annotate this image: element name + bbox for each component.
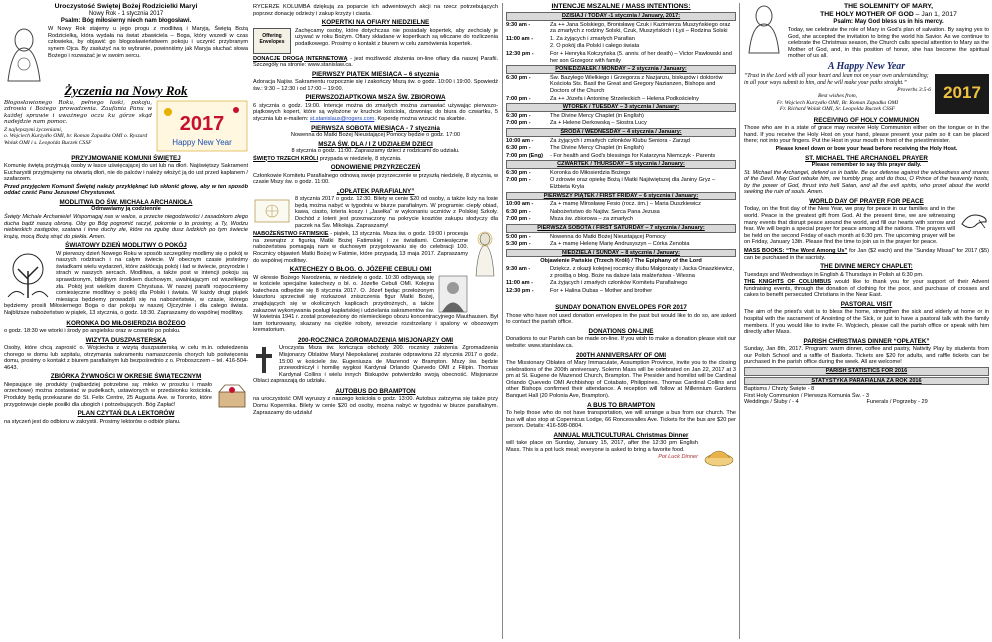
email-link[interactable]: st.stanislaus@rogers.com	[309, 116, 375, 123]
pastoral-text: The aim of the priest's visit is to bless the home, strengthen the sick and elderly at home or in hospital with the sacrament of Anointing of the Sick, or just to have a pastoral talk with the family members. If you would like to invite Fr. Wojciech, please call the parish office or speak with him directly after Mass.	[744, 309, 989, 336]
mass-row	[506, 209, 736, 216]
peace-tree-icon	[4, 251, 52, 299]
heading-katechezy: KATECHEZY O BŁOG. O. JÓZEFIE CEBULI OMI	[289, 266, 432, 274]
heading-pastoral: PASTORAL VISIT	[840, 301, 893, 309]
heading-fatima: NABOŻEŃSTWO FATIMSKIE	[253, 231, 329, 238]
mass-row	[506, 266, 736, 279]
receiving-bold: Please kneel down or bow your head before receiving the Holy Host.	[775, 146, 958, 153]
day-header: PONIEDZIAŁEK / MONDAY – 2 stycznia / January:	[506, 65, 736, 74]
mass-row	[506, 153, 736, 160]
day-subtitle: Objawienie Pańskie (Trzech Króli) / The Epiphany of the Lord	[540, 258, 702, 265]
200-rocznica-text: Uroczysta Msza św. kończąca obchody 200. rocznicy założenia Zgromadzenia Misjonarzy Oblatów Maryi Niepokalanej zostanie odprawiona 22 stycznia 2017 o godz. 15:00 w kościele św. Eugeniusza de Mazenod w Brampton. Mszy św. będzie przewodniczył i homilię wygłosi Kardynał Orlando Quevedo OMI z Filipin. Thomas Kardynał Collins i wielu innych Biskupów potwierdziło swoją obecność. Misjonarze Oblaci zapraszają do udziału.	[253, 345, 498, 385]
michael-sub: Please remember to say this prayer daily.	[811, 162, 922, 169]
mass-time: 7:00 pm -	[506, 177, 531, 184]
mass-time: 6:30 pm -	[506, 169, 531, 176]
bus-text: To help those who do not have transportation, we will arrange a bus from our church. The bus will also stop at Copernicus Lodge, 66 Roncesvalles Ave. Tickets for the bus are $20 per person. Details: 416-598-0804.	[506, 410, 736, 430]
fatima-statue-image	[472, 231, 498, 277]
heading-donations-online: DONATIONS ON-LINE	[588, 328, 654, 335]
day-header: CZWARTEK / THURSDAY – 5 stycznia / January:	[506, 160, 736, 169]
day-header: NIEDZIELA / SUNDAY – 8 stycznia / January:	[506, 249, 736, 258]
knights-text: would like to thank you for your support of their Advent fundraising events, through the donation of clothing for the poor, and purchase of crosses and cakes to benefit persecuted Christians in the Near East.	[744, 279, 989, 299]
heading-sobota: PIERWSZA SOBOTA MIESIĄCA - 7 stycznia	[311, 124, 440, 132]
heading-wizyta: WIZYTA DUSZPASTERSKA	[85, 336, 167, 344]
happy-new-year-title: A Happy New Year	[827, 61, 906, 73]
english-psalm: Psalm: May God bless us in his mercy.	[833, 19, 944, 26]
mass-time	[506, 43, 550, 50]
heading-parish-dinner: PARISH CHRISTMAS DINNER “OPŁATEK”	[803, 337, 930, 345]
heading-omi-anniversary: 200TH ANNIVERSARY OF OMI	[575, 351, 667, 359]
stat-first-communion: First Holy Communion / Pierwsza Komunia Św. - 3	[744, 392, 869, 399]
mass-time: 6:30 pm -	[506, 74, 531, 81]
mass-intention: 2. O pokój dla Polski i całego świata	[550, 43, 640, 50]
english-intro: Today, we celebrate the role of Mary in God's plan of salvation. By saying yes to God, she accepted the invitation to bring the world his Savior. As we continue to celebrate the Christmas season, the Church calls special attention to Mary as the Mother of God, and, in this position of honor, she has become the spiritual mother of us all.	[788, 27, 989, 60]
mass-intention: O zdrowie oraz opiekę Bożą i Matki Najświętszej dla Janiny Gryz – Elżbieta Kryla	[550, 177, 716, 191]
english-title-2: THE HOLY MOTHER OF GOD	[820, 11, 914, 19]
statistics-list	[744, 386, 989, 406]
fatima-text: - piątek, 13 stycznia. Msza św. o godz. 19:00 i procesja na zewnątrz z figurką Matki Bożej Fatimskiej i ze światłami. Comiesięczne nabożeństwa pomagają nam w duchowym przygotowaniu się do celebracji 100. Rocznicy objawień Matki Bożej w Fatimie, które przypadą 13 maja 2017. Zapraszamy do wspólnej modlitwy.	[253, 231, 468, 264]
heading-knights: THE KNIGHTS OF COLUMBUS	[744, 279, 832, 286]
heading-michal: MODLITWA DO ŚW. MICHAŁA ARCHANIOŁA	[59, 198, 193, 206]
receiving-text: Those who are in a state of grace may receive Holy Communion either on the tongue or in the hand. If you receive the Holy Host on your hand, please present your palm so it can be placed there; not into your fingers. Put the Host in your mouth in front of the priest/minister.	[744, 125, 989, 145]
mass-intention: Za żyjących i zmarłych członków Komitetu Parafialnego	[550, 280, 688, 287]
mass-time: 7:00 pm -	[506, 216, 531, 223]
trzech-kroli-text: przypada w niedzielę, 8 stycznia.	[319, 155, 402, 162]
page-title: Uroczystość Świętej Bożej Rodzicielki Maryi	[54, 3, 198, 10]
mass-row	[506, 280, 736, 287]
intro-text: W Nowy Rok stajemy u jego progu z modlitwą i Maryją, Świętą Bożą Rodzicielką, która wydała na świat zbawiciela – Boga, który wszedł w czas człowieka, by objawić go błogosławieństwem pokoju i uczynić przybranym synem Ojca. By zasłużyć na to wybranie, powinniśmy jak Maryja słuchać słowa Bożego i rozważać je w swoim sercu.	[48, 26, 248, 59]
pot-luck-icon	[702, 440, 736, 468]
heading-michael: ST. MICHAEL THE ARCHANGEL PRAYER	[805, 154, 928, 162]
mass-row	[506, 36, 736, 43]
mass-intention: Za + mamę Helenę Marię Andrusyszyn – Córka Zenobia	[550, 241, 690, 248]
mass-time: 7:00 pm -	[506, 120, 531, 127]
english-column	[744, 3, 989, 639]
mass-row	[506, 288, 736, 295]
mass-time: 9:30 am -	[506, 21, 531, 28]
mass-intention: Nabożeństwo do Najśw. Serca Pana Jezusa	[550, 208, 660, 215]
koronka-text: o godz. 18:30 we wtorki i środy po angielsku oraz w czwartki po polsku.	[4, 328, 181, 335]
mass-row	[506, 138, 736, 145]
mass-intention: Za ++ Jana Solskiego, Bronisławę Czuk i Kazimierza Muszyńskiego oraz za zmarłych z rodziny Solski, Czuk, Muszyńskich i Łyś – Rodzina Solski	[550, 21, 731, 35]
pot-luck-label: Pot Luck Dinner	[658, 454, 698, 461]
parish-dinner-text: Sunday, Jan 8th, 2017. Program: warm dinner, coffee and pastry, Nativity Play by students from our Polish School and a raffle of Baskets. Tickets are $20 for adults, and raffle tickets can be purchased in the parish office during the week. All are welcome!	[744, 346, 989, 366]
mass-row	[506, 216, 736, 223]
stat-weddings: Weddings / Śluby / - 4	[744, 399, 799, 406]
heading-komunia: PRZYJMOWANIE KOMUNII ŚWIĘTEJ	[71, 154, 181, 162]
mass-time: 7:00 pm -	[506, 95, 531, 102]
2017-badge: 2017	[935, 74, 989, 114]
pokoj-text: W pierwszy dzień Nowego Roku w sposób szczególny modlimy się o pokój w naszych rodzinach i na całym świecie. W obecnym czasie jesteśmy świadkami wielu wydarzeń, które zakłócają pokój i ład w świecie, przyrodzie i strach w naszych sercach. Modlitwa, a także post w intencji pokoju są sprawdzonym, biblijnym środkiem duchowym, uwalniającym od wszelkiego zła. Pokój jest wielkim darem Chrystusa. W naszej parafii rozpoczniemy comiesięczne modlitwy o pokój dla Polski i świata. W każdy drugi piątek miesiąca będziemy prowadzili się na nabożeństwie, w czasie, którego będziemy prosili Miłosiernego Boga o dar pokoju w naszej Ojczyźnie i dla całego świata. Najbliższe nabożeństwo w piątek, 13 stycznia, o godz. 18:30. Zapraszamy do wspólnej modlitwy.	[4, 250, 248, 317]
rycerze-text: RYCERZE KOLUMBA dziękują za poparcie ich adwentowych akcji na rzecz potrzebujących poprzez donację odzieży i zakup krzyży i ciasta.	[253, 4, 498, 17]
zbiorowa-end: . Koperdę można wrzucić na skarbie.	[374, 116, 467, 123]
oplatek-text: 8 stycznia 2017 o godz. 12:30. Bilety w cenie $20 od osoby, a także loży na losie będą można nabyć w tygodniu w biurze parafialnym. W programie: ciepły obiad, kawa, ciasto, loteria koszy i „Jasełka” w wykonaniu uczniów z Polskiej Szkoły. Dochód z loterii jest przeznaczony na pokrycie kosztów zakupu słodyczy dla paczek na Św. Mikołaja. Zapraszamy!	[295, 196, 498, 229]
dla-dzieci-text: 8 stycznia o godz. 11:00. Zapraszamy dzieci z rodzicami do udziału.	[291, 148, 460, 155]
offering-envelopes-icon: Offering Envelopes	[253, 28, 291, 54]
zbiorowa-text: 6 stycznia o godz. 19:00. Intencje można do zmarłych można zamawiać używając pierwszo-piątkowych kopert, które są wyłożone w kruchcie kościoła, dzwoniąc do biura do czwartku, 5 stycznia lub e-mailem:	[253, 102, 498, 123]
chaplet-text: Tuesdays and Wednesdays in English & Thursdays in Polish at 6:30 pm.	[744, 271, 924, 278]
day-header: PIERWSZA SOBOTA / FIRST SATURDAY – 7 stycznia / January:	[506, 224, 736, 233]
heading-oplatek: „OPŁATEK PARAFIALNY”	[336, 187, 415, 195]
odnowienie-text: Członkowie Komitetu Parafialnego odnową swoje przyrzeczenie w przyszłą niedzielę, 8 stycznia, w czasie Mszy św. o godz. 11:00.	[253, 172, 498, 186]
heading-chaplet: THE DIVINE MERCY CHAPLET:	[820, 263, 913, 271]
stat-baptisms: Baptisms / Chrzty Święte - 8	[744, 386, 815, 393]
heading-pokoj: ŚWIATOWY DZIEŃ MODLITWY O POKÓJ	[65, 242, 187, 250]
online-text: - jest możliwość złożenia on-line ofiary dla naszej Parafii. Szczegóły na stronie: www.stanislaw.ca.	[253, 55, 498, 69]
english-title-date: – Jan 1, 2017	[915, 11, 957, 19]
mass-intention: Św. Bazylego Wielkiego i Grzegorza z Nazjanzu, biskupów i doktorów Kościoła Sts. Basil the Great and Gregory Nazianzen, Bishops and Doctors of the Church	[550, 74, 723, 94]
mass-row	[506, 177, 736, 190]
heading-koronka: KORONKA DO MIŁOSIERDZIA BOŻEGO	[66, 319, 186, 327]
mass-time: 6:30 pm -	[506, 208, 531, 215]
mass-row	[506, 75, 736, 95]
polish-column-2	[253, 3, 498, 639]
heading-piatek: PIERWSZY PIĄTEK MIESIĄCA – 6 stycznia	[312, 70, 439, 78]
mass-row	[506, 201, 736, 208]
mass-intention: Msza św. zbiorowa – za zmarłych	[550, 216, 633, 223]
mass-row	[506, 43, 736, 50]
donations-online-text: Donations to our Parish can be made on-line. If you wish to make a donation please visit our website: www.stanislaw.ca.	[506, 336, 736, 350]
heading-koperty: KOPERTKI NA OFIARY NIEDZIELNE	[321, 19, 430, 27]
svg-text:2017: 2017	[179, 112, 225, 135]
mass-row	[506, 22, 736, 35]
omi-cross-icon	[253, 345, 275, 375]
mass-row	[506, 234, 736, 241]
sobota-text: Nowenna do Matki Bożej Nieustającej Pomocy będzie o godz. 17:00	[290, 132, 461, 139]
madonna-image	[4, 26, 44, 82]
mass-intention: Za + mamę Mirosławę Fesio (rocz. śm.) – Maria Duszkiewicz	[550, 201, 701, 208]
heading-trzech-kroli: ŚWIĘTO TRZECH KRÓLI	[253, 155, 319, 162]
zbiorka-text: Niepsujące się produkty (najbardziej potrzebne są: mleko w proszku i masło orzechowe) można zostawiać w pudełkach, ustawionych w przedsionku kościoła. Produkty będą przekazane do St. Felix Centre, 25 Augusta Ave. w Toronto, które przygotowuje ciepłe posiłki dla ubogich i potrzebujących. Bóg Zapłać!	[4, 381, 212, 408]
omi-anniversary-text: The Missionary Oblates of Mary Immaculate, Assumption Province, invite you to the closing celebrations of the 200th anniversary. Solemn Mass will be celebrated on Jan 22, 2017 at 3 pm at St. Eugene de Mazenod Church, Brampton. The Presider and homilist will be Cardinal Orlando Quevedo OMI Archbishop of Cotabato, Philippines. Thomas Cardinal Collins and other Bishops confirmed their attendance. A reception will follow at Millennium Gardens Banquet Hall (20 Polonia Ave, Brampton).	[506, 360, 736, 399]
heading-zbiorka: ZBIÓRKA ŻYWNOŚCI W OKRESIE ŚWIĄTECZNYM	[50, 373, 202, 381]
signature-line-2: Fr. Richard Wolak OMI, Sr. Leopolda Buczek CSSF	[779, 106, 896, 113]
wishes-title: Życzenia na Nowy Rok	[64, 83, 188, 99]
day-header: DZISIAJ / TODAY -1 stycznia / January, 2017:	[506, 12, 736, 21]
mass-time: 10:00 am -	[506, 137, 534, 144]
english-title-1: THE SOLEMNITY OF MARY,	[843, 3, 934, 10]
heading-autobus: AUTOBUS DO BRAMPTON	[335, 387, 416, 395]
mass-intention: The Divine Mercy Chaplet (in English)	[550, 145, 644, 152]
dove-icon	[959, 206, 989, 236]
heading-envelopes: SUNDAY DONATION ENVELOPES FOR 2017	[555, 304, 687, 312]
date: Nowy Rok - 1 stycznia 2017	[88, 11, 164, 18]
mass-row	[506, 113, 736, 120]
mass-intention: Dziękcz. z okazji kolejnej rocznicy ślubu Małgorzaty i Jacka Onaszkiewicz, z prośbą o błog. Boże na dalsze lata małżeństwa - Wiesna	[550, 266, 735, 279]
lektor-text: na styczeń jest do odbioru w zakrystii. Prosimy lektorów o odbiór planu.	[4, 418, 181, 425]
mass-time: 11:00 am -	[506, 35, 534, 42]
peace-text: Today, on the first day of the New Year, we pray for peace in our families and in the world. Peace is the greatest gift from God. At the present time, we are witnessing many events that disrupt peace around the world, and fill our hearts with sorrow and fear. We will begin a special prayer for peace among all the nations. The prayers will be held on the second Friday of each month at 6:30 pm. The upcoming prayer will be on Friday, January 13th. Please find the time to join us in the prayer for peace.	[744, 206, 955, 246]
mass-row	[506, 241, 736, 248]
mass-time: 6:30 pm -	[506, 145, 531, 152]
wizyta-text: Osoby, które chcą zaprosić o. Wojciecha z wizytą duszpasterską w celu m.in. odwiedzenia chorego w domu lub szpitalu, otrzymania sakramentu namaszczenia chorych lub poświęcenia domu, prosimy o kontakt z biurem parafialnym lub bezpośrednio z o. Proboszczem – tel. 416-504-4643.	[4, 345, 248, 371]
heading-dinner: ANNUAL MULTICULTURAL Christmas Dinner	[553, 431, 689, 439]
proverb-ref: Proverbs 3:5-6	[897, 86, 931, 93]
oplatek-wafer-icon	[253, 196, 291, 226]
mass-intentions-column	[502, 3, 740, 639]
piatek-text: Adoracja Najśw. Sakramentu rozpocznie się i zakończy Mszą św. o godz. 10:00 i 19:00. Spowiedź św.: 9:30 – 12:30 i od 17:00 – 19:00.	[253, 79, 498, 92]
wishes-text: Błogosławionego Roku, pełnego łaski, pokoju, zdrowia i Bożego prowadzenia. Zaufania Panu w każdej sprawie i uważnego oczu ku górze skąd nadejdzie nam pomoc.	[4, 99, 152, 126]
mass-time: 10:00 am -	[506, 201, 534, 208]
psalm: Psalm: Bóg miłosierny niech nam błogosławi.	[60, 18, 192, 25]
mass-time: 6:30 pm -	[506, 112, 531, 119]
michael-prayer: St. Michael the Archangel, defend us in battle. Be our defense against the wickedness and snares of the Devil. May God rebuke him, we humbly pray, and do thou, O Prince of the heavenly hosts, by the power of God, thrust into hell Satan, and all the evil spirits, who prowl about the world seeking the ruin of souls. Amen.	[744, 169, 989, 196]
heading-statistics-en: PARISH STATISTICS FOR 2016	[744, 367, 989, 376]
heading-bus: A BUS TO BRAMPTON	[587, 401, 655, 409]
food-box-icon	[216, 382, 248, 408]
koperty-text: Zachęcamy osoby, które dotychczas nie posiadały kopertek, aby zechciały je używać w roku Bożym. Ofiary składane w kopertkach są wliczane do rozliczenia podatkowego. Prosimy o kontakt z biurem w celu zamówienia kopertek.	[295, 27, 498, 47]
mass-row	[506, 96, 736, 103]
mass-books-text: for Jan ($2 each) and the “Sunday Missal” for 2017 ($5) can be purchased in the sacristy.	[744, 248, 989, 261]
signature-line-1: Fr. Wojciech Kurzydło OMI, Br. Roman Zapadka OMI	[776, 99, 899, 106]
komunia-text: Komunię świętą przyjmują osoby w łasce uświęcającej do ust lub na dłoń. Najświętszy Sakrament Eucharystii przyjmujemy na otwartą dłoń, nie do palców i należy włożyć ją do ust przed kapłanem / szafarzem.	[4, 162, 248, 183]
michal-sub: Odmawiamy ją codziennie	[91, 206, 161, 213]
heading-peace: WORLD DAY OF PRAYER FOR PEACE	[809, 198, 924, 206]
mass-time: 9:30 am -	[506, 266, 531, 273]
heading-zbiorowa: PIERWSZOZIAPTKOWA MSZA ŚW. ZBIOROWA	[305, 94, 446, 102]
mass-intention: Nowenna do Matki Bożej Nieustającej Pomocy	[550, 233, 666, 240]
mass-time: 12:30 pm -	[506, 287, 534, 294]
heading-receiving: RECEIVING OF HOLY COMMUNION	[813, 116, 920, 124]
komunia-bold: Przed przyjęciem Komunii Świętej należy przyklęknąć lub skłonić głowę, aby w ten sposób oddać cześć Panu Jezusowi Chrystusowi.	[4, 183, 248, 197]
mass-row	[506, 145, 736, 152]
mass-row	[506, 170, 736, 177]
mass-intention: Za ++ Józefa i Antoninę Strzeleckich – Helena Podkościelny	[550, 95, 699, 102]
stat-funerals: Funerals / Pogrzeby - 29	[866, 399, 928, 406]
happy-new-year-image	[156, 100, 248, 152]
dinner-text: will take place on Sunday, January 15, 2017, after the 12:30 pm English Mass. This is a pot luck meal; everyone is asked to bring a favorite food.	[506, 440, 698, 453]
polish-column-1	[4, 3, 248, 639]
mass-row	[506, 120, 736, 127]
envelopes-text: Those who have not used donation envelopes in the past but would like to do so, are asked to contact the parish office.	[506, 312, 736, 326]
heading-dla-dzieci: MSZA ŚW. DLA / I Z UDZIAŁEM DZIECI	[318, 140, 433, 148]
mass-intention: 1. Za żyjących i zmarłych Parafian	[550, 35, 635, 42]
heading-statistics-pl: STATYSTYKA PARAFIALNA ZA ROK 2016	[744, 377, 989, 386]
day-header: ŚRODA / WEDNESDAY – 4 stycznia / January:	[506, 128, 736, 137]
mass-intention: - For health and God's blessings for Katarzyna Niemczyk - Parents	[550, 152, 716, 159]
signature: o. Wojciech Kurzydło OMI, br. Roman Zapadka OMI o. Ryszard Wolak OMI i s. Leopolda Buczek CSSF	[4, 133, 148, 147]
mass-intention: Koronka do Miłosierdzia Bożego	[550, 169, 631, 176]
portrait-image	[438, 275, 468, 313]
mass-time: 5:00 pm -	[506, 233, 531, 240]
katechezy-text: W okresie Bożego Narodzenia, w niedzielę o godz. 10:30 odbywają się w kościele specjalne katechezy o bł. o. Józefie Cebuli OMI. Kolejna katecheza odbędzie się 8 stycznia 2017. O. Józef będąc przełożonym klasztoru sprzeciwił się rozkazowi zniszczenia figur Matki Bożej, znajdujących się w okolicznych kaplicach przydrożnych, a także zakazowi wykonywania posługi kapłańskiej i udzielania sakramentów św. W kwietnia 1941 r. został przewieziony do niemieckiego obozu koncentracyjnego Mauthausen. Był tam torturowany, skazany na ciężkie roboty, wreszcie rozstrzelany i spalony w obozowym krematorium.	[253, 274, 498, 334]
autobus-text: na uroczystość OMI wyruszy z naszego kościoła o godz. 13:00. Autobus zatrzyma się także przy Domu Kopernika. Bilety w cenie $20 od osoby, można nabyć w tygodniu w biurze parafialnym. Zapraszamy do udziału!	[253, 396, 498, 416]
heading-odnowienie: ODNOWIENIE PRZYRZECZEŃ	[330, 164, 421, 172]
mass-time: 11:00 am -	[506, 280, 534, 287]
mass-intention: Za żyjących i zmarłych członków Klubu Seniora - Zarząd	[550, 137, 690, 144]
mass-intention: Za + Helene Derkowską – Siostra Lucy	[550, 120, 647, 127]
mass-intention: For + Halina Dubas – Mother and brother	[550, 287, 653, 294]
michal-prayer: Święty Michale Archaniele! Wspomagaj nas w walce, a przeciw niegodziwości i zasadzkom złego ducha bądź naszą obroną. Oby go Bóg pogromić raczył, pokornie o to prosimy, a Ty, Wodzu niebieskich zastępów, szatana i inne duchy złe, które na zgubę dusz ludzkich po tym świecie krążą, mocą Bożą strąć do piekła. Amen.	[4, 213, 248, 240]
mass-schedule	[506, 12, 736, 294]
mary-image	[744, 4, 784, 54]
heading-online: DONACJE DROGĄ INTERNETOWĄ	[253, 55, 348, 62]
mass-time: 7:00 pm (Eng)	[506, 152, 543, 159]
svg-text:Happy New Year: Happy New Year	[172, 137, 232, 147]
mass-time: 5:30 pm -	[506, 241, 531, 248]
mass-intention: For + Henryka Kołczyńska (5. anniv. of her death) – Victor Pawłowski and her son Grzegorz with family	[550, 50, 732, 64]
mass-intention: The Divine Mercy Chaplet (in English)	[550, 112, 644, 119]
day-header: WTOREK / TUESDAY – 3 stycznia / January:	[506, 103, 736, 112]
mass-row	[506, 51, 736, 64]
mass-time: 12:30 pm -	[506, 50, 534, 57]
heading-mass-books: MASS BOOKS: “The Word Among Us”	[744, 248, 848, 255]
greeting: Z najlepszymi życzeniami,	[4, 126, 63, 133]
heading-200-rocznica: 200-ROCZNICA ZGROMADZENIA MISJONARZY OMI	[297, 336, 454, 344]
proverb-verse: “Trust in the Lord with all your heart and lean not on your own understanding; in all your ways submit to him, and he will make your paths straight.”	[744, 72, 929, 86]
best-wishes: Best wishes from,	[817, 93, 858, 100]
heading-lektor: PLAN CZYTAŃ DLA LEKTORÓW	[77, 410, 175, 418]
heading-intencje: INTENCJE MSZALNE / MASS INTENTIONS:	[551, 3, 691, 10]
day-header: PIERWSZY PIĄTEK / FIRST FRIDAY – 6 stycznia / January:	[506, 192, 736, 201]
